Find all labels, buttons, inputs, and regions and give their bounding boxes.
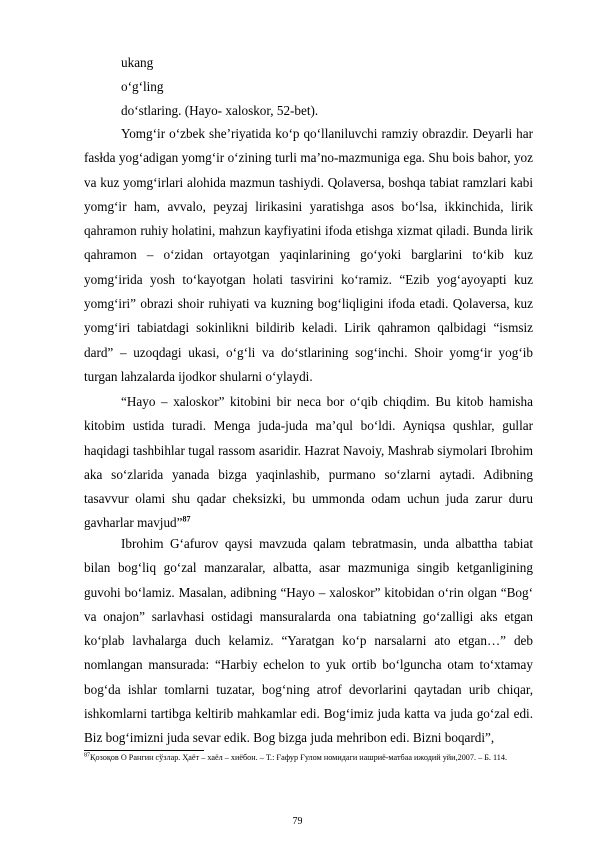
paragraph-text: “Hayo – xaloskor” kitobini bir neca bor o‘qib chiqdim. Bu kitob hamisha kitobim ustida turadi. Menga juda-juda ma’qul bo‘ldi. Ayniqsa qushlar, gullar haqidagi tashbihlar tugal rassom asaridir. Hazrat Navoiy, Mashrab siymolari Ibrohim aka so‘zlarida yanada bizga yaqinlashib, purmano so‘zlarni aytadi. Adibning tasavvur olami shu qadar cheksizki, bu ummonda odam uchun juda zarur duru gavharlar mavjud” bbox=[84, 394, 533, 531]
paragraph-text: Yomg‘ir o‘zbek she’riyatida ko‘p qo‘llaniluvchi ramziy obrazdir. Deyarli har fasłda yog‘adigan yomg‘ir o‘zining turli ma’no-mazmuniga ega. Shu bois bahor, yoz va kuz yomg‘irlari alohida mazmun tashiydi. Qolaversa, boshqa tabiat ramzlari kabi yomg‘ir ham, avvalo, peyzaj lirikasini yaratishga asos bo‘lsa, ikkinchida, lirik qahramon ruhiy holatini, mahzun kayfiyatini ifoda etishga xizmat qiladi. Bunda lirik qahramon – o‘zidan ortayotgan yaqinlarining go‘yoki barglarini to‘kib kuz yomg‘irida yosh to‘kayotgan holati tasvirini ko‘ramiz. “Ezib yog‘ayoyapti kuz yomg‘iri” obrazi shoir ruhiyati va kuzning bog‘liqligini ifoda etadi. Qolaversa, kuz yomg‘iri tabiatdagi sokinlikni bildirib keladi. Lirik qahramon qalbidagi “ismsiz dard” – uzoqdagi ukasi, o‘g‘li va do‘stlarining sog‘inchi. Shoir yomg‘ir yog‘ib turgan lahzalarda ijodkor shularni o‘ylaydi. bbox=[84, 126, 533, 384]
paragraph-book-quote bbox=[84, 390, 533, 536]
footnote-number: 87 bbox=[84, 752, 90, 759]
page-number: 79 bbox=[292, 816, 303, 827]
verse-line-2: o‘g‘ling bbox=[121, 79, 164, 94]
footnote bbox=[84, 752, 533, 763]
footnote-reference: 87 bbox=[182, 515, 191, 525]
paragraph-rain-symbol bbox=[84, 122, 533, 389]
verse-line-3: do‘stlaring. (Hayo- xaloskor, 52-bet). bbox=[121, 103, 319, 118]
paragraph-garden bbox=[84, 532, 533, 751]
verse-line-1: ukang bbox=[121, 55, 154, 70]
footnote-divider bbox=[84, 750, 204, 751]
footnote-text: Қозоқов О Рангин сўзлар. Ҳаёт – хаёл – хиёбон. – Т.: Ғафур Ғулом номидаги нашриё-матбаа ижодий уйи,2007. – Б. 114. bbox=[90, 753, 508, 762]
paragraph-text: Ibrohim G‘afurov qaysi mavzuda qalam tebratmasin, unda albattha tabiat bilan bog‘liq go‘zal manzaralar, albatta, asar mazmuniga singib ketganligining guvohi bo‘lamiz. Masalan, adibning “Hayo – xaloskor” kitobidan o‘rin olgan “Bog‘ va onajon” sarlavhasi ostidagi mansuralarda ona tabiatning go‘zalligi aks etgan ko‘plab lavhalarga duch kelamiz. “Yaratgan ko‘p narsalarni ato etgan…” deb nomlangan mansurada: “Harbiy echelon to yuk ortib bo‘lguncha otam to‘xtamay bog‘da ishlar tomlarni tuzatar, bog‘ning atrof devorlarini qaytadan urib chiqar, ishkomlarni tartibga keltirib mahkamlar edi. Bog‘imiz juda katta va juda go‘zal edi. Biz bog‘imizni juda sevar edik. Bog bizga juda mehribon edi. Bizni boqardi”, bbox=[84, 536, 533, 746]
